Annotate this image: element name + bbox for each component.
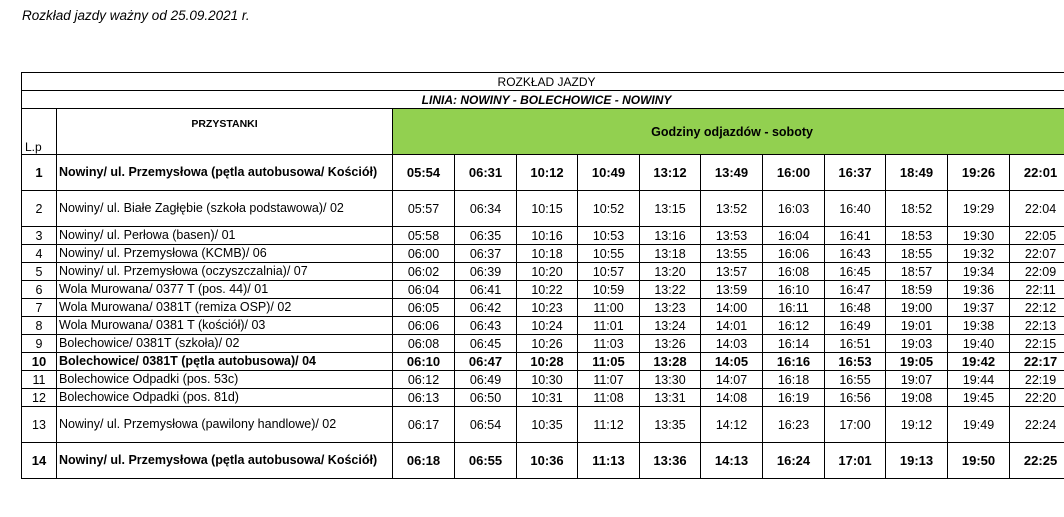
- departure-time: 19:49: [948, 407, 1010, 443]
- departure-time: 06:42: [455, 299, 517, 317]
- departure-time: 16:18: [763, 371, 825, 389]
- departure-time: 18:59: [886, 281, 948, 299]
- row-number: 5: [22, 263, 57, 281]
- departure-time: 06:35: [455, 227, 517, 245]
- departure-time: 19:42: [948, 353, 1010, 371]
- departure-time: 19:26: [948, 155, 1010, 191]
- departure-time: 19:13: [886, 443, 948, 479]
- header-lp: L.p: [22, 109, 57, 155]
- departure-time: 22:24: [1010, 407, 1064, 443]
- departure-time: 06:06: [393, 317, 455, 335]
- departure-time: 19:50: [948, 443, 1010, 479]
- departure-time: 16:19: [763, 389, 825, 407]
- departure-time: 05:54: [393, 155, 455, 191]
- departure-time: 14:00: [701, 299, 763, 317]
- departure-time: 10:36: [517, 443, 578, 479]
- departure-time: 06:39: [455, 263, 517, 281]
- stop-name: Nowiny/ ul. Przemysłowa (KCMB)/ 06: [57, 245, 393, 263]
- departure-time: 06:37: [455, 245, 517, 263]
- validity-note: Rozkład jazdy ważny od 25.09.2021 r.: [22, 8, 250, 23]
- departure-time: 11:00: [578, 299, 640, 317]
- departure-time: 10:30: [517, 371, 578, 389]
- table-row: [22, 443, 1064, 479]
- departure-time: 06:17: [393, 407, 455, 443]
- departure-time: 06:31: [455, 155, 517, 191]
- departure-time: 16:41: [825, 227, 886, 245]
- departure-time: 13:55: [701, 245, 763, 263]
- departure-time: 13:22: [640, 281, 701, 299]
- table-row: [22, 263, 1064, 281]
- departure-time: 16:37: [825, 155, 886, 191]
- departure-time: 19:40: [948, 335, 1010, 353]
- departure-time: 05:58: [393, 227, 455, 245]
- timetable: [21, 72, 1064, 479]
- departure-time: 16:10: [763, 281, 825, 299]
- departure-time: 19:36: [948, 281, 1010, 299]
- departure-time: 13:30: [640, 371, 701, 389]
- departure-time: 17:00: [825, 407, 886, 443]
- row-number: 2: [22, 191, 57, 227]
- row-number: 10: [22, 353, 57, 371]
- departure-time: 16:51: [825, 335, 886, 353]
- departure-time: 06:49: [455, 371, 517, 389]
- departure-time: 10:22: [517, 281, 578, 299]
- departure-time: 22:15: [1010, 335, 1064, 353]
- departure-time: 13:57: [701, 263, 763, 281]
- stop-name: Nowiny/ ul. Przemysłowa (oczyszczalnia)/ 07: [57, 263, 393, 281]
- row-number: 8: [22, 317, 57, 335]
- departure-time: 18:53: [886, 227, 948, 245]
- departure-time: 10:26: [517, 335, 578, 353]
- departure-time: 16:03: [763, 191, 825, 227]
- row-number: 9: [22, 335, 57, 353]
- departure-time: 06:55: [455, 443, 517, 479]
- departure-time: 19:29: [948, 191, 1010, 227]
- departure-time: 19:03: [886, 335, 948, 353]
- departure-time: 19:00: [886, 299, 948, 317]
- stop-name: Wola Murowana/ 0381 T (kościół)/ 03: [57, 317, 393, 335]
- departure-time: 16:24: [763, 443, 825, 479]
- departure-time: 11:07: [578, 371, 640, 389]
- departure-time: 13:12: [640, 155, 701, 191]
- departure-time: 19:44: [948, 371, 1010, 389]
- table-row: [22, 299, 1064, 317]
- departure-time: 16:14: [763, 335, 825, 353]
- departure-time: 14:13: [701, 443, 763, 479]
- table-row: [22, 245, 1064, 263]
- departure-time: 06:47: [455, 353, 517, 371]
- departure-time: 19:32: [948, 245, 1010, 263]
- departure-time: 06:04: [393, 281, 455, 299]
- departure-time: 18:52: [886, 191, 948, 227]
- table-row: [22, 191, 1064, 227]
- table-row: [22, 281, 1064, 299]
- departure-time: 13:59: [701, 281, 763, 299]
- table-row: [22, 335, 1064, 353]
- departure-time: 13:18: [640, 245, 701, 263]
- departure-time: 11:01: [578, 317, 640, 335]
- departure-time: 11:03: [578, 335, 640, 353]
- departure-time: 06:12: [393, 371, 455, 389]
- departure-time: 16:45: [825, 263, 886, 281]
- departure-time: 18:49: [886, 155, 948, 191]
- departure-time: 10:16: [517, 227, 578, 245]
- departure-time: 13:28: [640, 353, 701, 371]
- departure-time: 10:15: [517, 191, 578, 227]
- departure-time: 13:16: [640, 227, 701, 245]
- departure-time: 10:28: [517, 353, 578, 371]
- departure-time: 13:36: [640, 443, 701, 479]
- row-number: 4: [22, 245, 57, 263]
- departure-time: 06:45: [455, 335, 517, 353]
- departure-time: 14:12: [701, 407, 763, 443]
- departure-time: 14:05: [701, 353, 763, 371]
- stop-name: Nowiny/ ul. Przemysłowa (pawilony handlowe)/ 02: [57, 407, 393, 443]
- header-departure-hours: Godziny odjazdów - soboty: [393, 109, 1064, 155]
- departure-time: 10:55: [578, 245, 640, 263]
- departure-time: 22:17: [1010, 353, 1064, 371]
- departure-time: 13:20: [640, 263, 701, 281]
- departure-time: 16:48: [825, 299, 886, 317]
- table-row: [22, 407, 1064, 443]
- departure-time: 13:53: [701, 227, 763, 245]
- departure-time: 06:00: [393, 245, 455, 263]
- row-number: 3: [22, 227, 57, 245]
- departure-time: 19:37: [948, 299, 1010, 317]
- departure-time: 05:57: [393, 191, 455, 227]
- departure-time: 17:01: [825, 443, 886, 479]
- departure-time: 22:01: [1010, 155, 1064, 191]
- departure-time: 22:20: [1010, 389, 1064, 407]
- departure-time: 19:30: [948, 227, 1010, 245]
- departure-time: 10:53: [578, 227, 640, 245]
- departure-time: 14:01: [701, 317, 763, 335]
- departure-time: 19:34: [948, 263, 1010, 281]
- header-stops: PRZYSTANKI: [57, 109, 393, 155]
- departure-time: 10:18: [517, 245, 578, 263]
- departure-time: 10:52: [578, 191, 640, 227]
- departure-time: 06:54: [455, 407, 517, 443]
- table-row: [22, 371, 1064, 389]
- departure-time: 13:35: [640, 407, 701, 443]
- stop-name: Wola Murowana/ 0377 T (pos. 44)/ 01: [57, 281, 393, 299]
- departure-time: 11:13: [578, 443, 640, 479]
- stop-name: Nowiny/ ul. Białe Zagłębie (szkoła podstawowa)/ 02: [57, 191, 393, 227]
- departure-time: 06:50: [455, 389, 517, 407]
- departure-time: 10:49: [578, 155, 640, 191]
- departure-time: 19:12: [886, 407, 948, 443]
- departure-time: 13:26: [640, 335, 701, 353]
- row-number: 13: [22, 407, 57, 443]
- departure-time: 13:49: [701, 155, 763, 191]
- line-name: LINIA: NOWINY - BOLECHOWICE - NOWINY: [22, 91, 1064, 109]
- departure-time: 06:43: [455, 317, 517, 335]
- table-row: [22, 155, 1064, 191]
- departure-time: 22:09: [1010, 263, 1064, 281]
- departure-time: 18:55: [886, 245, 948, 263]
- stop-name: Nowiny/ ul. Perłowa (basen)/ 01: [57, 227, 393, 245]
- departure-time: 10:59: [578, 281, 640, 299]
- departure-time: 22:11: [1010, 281, 1064, 299]
- departure-time: 13:23: [640, 299, 701, 317]
- departure-time: 11:05: [578, 353, 640, 371]
- departure-time: 19:45: [948, 389, 1010, 407]
- row-number: 1: [22, 155, 57, 191]
- departure-time: 10:35: [517, 407, 578, 443]
- departure-time: 06:41: [455, 281, 517, 299]
- departure-time: 06:18: [393, 443, 455, 479]
- departure-time: 06:10: [393, 353, 455, 371]
- departure-time: 19:38: [948, 317, 1010, 335]
- stop-name: Bolechowice/ 0381T (pętla autobusowa)/ 04: [57, 353, 393, 371]
- departure-time: 10:20: [517, 263, 578, 281]
- departure-time: 16:12: [763, 317, 825, 335]
- departure-time: 11:08: [578, 389, 640, 407]
- departure-time: 13:15: [640, 191, 701, 227]
- departure-time: 06:13: [393, 389, 455, 407]
- departure-time: 14:08: [701, 389, 763, 407]
- stop-name: Bolechowice/ 0381T (szkoła)/ 02: [57, 335, 393, 353]
- departure-time: 13:24: [640, 317, 701, 335]
- departure-time: 13:31: [640, 389, 701, 407]
- departure-time: 22:13: [1010, 317, 1064, 335]
- departure-time: 22:19: [1010, 371, 1064, 389]
- departure-time: 14:07: [701, 371, 763, 389]
- departure-time: 22:05: [1010, 227, 1064, 245]
- departure-time: 19:08: [886, 389, 948, 407]
- stop-name: Wola Murowana/ 0381T (remiza OSP)/ 02: [57, 299, 393, 317]
- table-row: [22, 227, 1064, 245]
- departure-time: 16:11: [763, 299, 825, 317]
- departure-time: 18:57: [886, 263, 948, 281]
- departure-time: 16:04: [763, 227, 825, 245]
- departure-time: 19:01: [886, 317, 948, 335]
- departure-time: 10:24: [517, 317, 578, 335]
- departure-time: 06:08: [393, 335, 455, 353]
- departure-time: 16:06: [763, 245, 825, 263]
- departure-time: 10:31: [517, 389, 578, 407]
- row-number: 11: [22, 371, 57, 389]
- stop-name: Bolechowice Odpadki (pos. 53c): [57, 371, 393, 389]
- departure-time: 19:07: [886, 371, 948, 389]
- row-number: 14: [22, 443, 57, 479]
- row-number: 12: [22, 389, 57, 407]
- departure-time: 22:12: [1010, 299, 1064, 317]
- departure-time: 16:08: [763, 263, 825, 281]
- departure-time: 10:57: [578, 263, 640, 281]
- departure-time: 10:23: [517, 299, 578, 317]
- departure-time: 16:47: [825, 281, 886, 299]
- departure-time: 06:02: [393, 263, 455, 281]
- departure-time: 11:12: [578, 407, 640, 443]
- stop-name: Bolechowice Odpadki (pos. 81d): [57, 389, 393, 407]
- departure-time: 16:53: [825, 353, 886, 371]
- timetable-title: ROZKŁAD JAZDY: [22, 73, 1064, 91]
- departure-time: 16:16: [763, 353, 825, 371]
- table-row: [22, 389, 1064, 407]
- departure-time: 22:07: [1010, 245, 1064, 263]
- stop-name: Nowiny/ ul. Przemysłowa (pętla autobusowa/ Kościół): [57, 155, 393, 191]
- departure-time: 10:12: [517, 155, 578, 191]
- row-number: 6: [22, 281, 57, 299]
- departure-time: 16:23: [763, 407, 825, 443]
- departure-time: 16:43: [825, 245, 886, 263]
- departure-time: 22:25: [1010, 443, 1064, 479]
- stop-name: Nowiny/ ul. Przemysłowa (pętla autobusowa/ Kościół): [57, 443, 393, 479]
- departure-time: 13:52: [701, 191, 763, 227]
- departure-time: 16:40: [825, 191, 886, 227]
- table-row: [22, 353, 1064, 371]
- departure-time: 14:03: [701, 335, 763, 353]
- departure-time: 16:56: [825, 389, 886, 407]
- departure-time: 06:34: [455, 191, 517, 227]
- departure-time: 22:04: [1010, 191, 1064, 227]
- row-number: 7: [22, 299, 57, 317]
- departure-time: 19:05: [886, 353, 948, 371]
- departure-time: 16:00: [763, 155, 825, 191]
- departure-time: 06:05: [393, 299, 455, 317]
- table-row: [22, 317, 1064, 335]
- departure-time: 16:55: [825, 371, 886, 389]
- departure-time: 16:49: [825, 317, 886, 335]
